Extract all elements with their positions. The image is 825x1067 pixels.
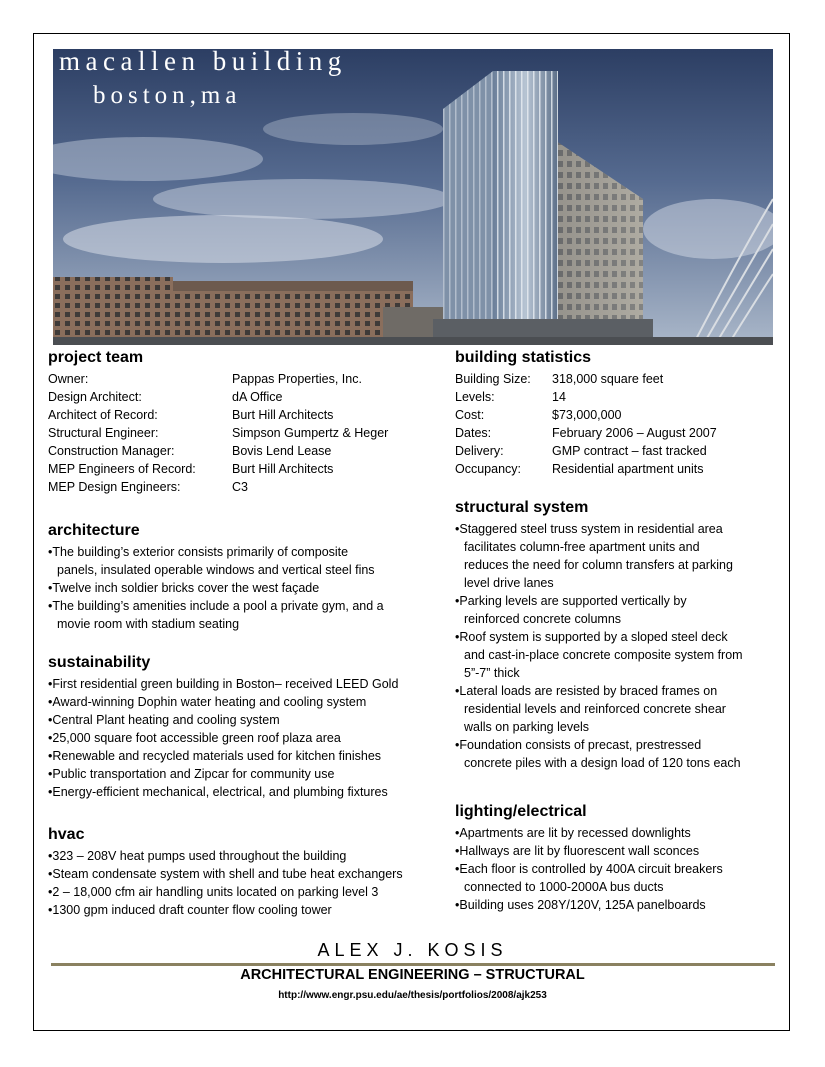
stat-value: Residential apartment units <box>552 462 704 476</box>
bullet-item: • 25,000 square foot accessible green roof plaza area <box>48 729 398 747</box>
team-value: dA Office <box>232 390 283 404</box>
bullet-line: reinforced concrete columns <box>464 612 622 626</box>
bullet-line: Each floor is controlled by 400A circuit breakers <box>459 862 723 876</box>
stat-label: Building Size: <box>455 372 531 386</box>
project-team-section <box>48 349 388 496</box>
architecture-heading: architecture <box>48 522 140 539</box>
team-row <box>48 424 388 442</box>
team-row <box>48 370 388 388</box>
team-label: Construction Manager: <box>48 444 175 458</box>
bullet-item <box>48 543 384 579</box>
team-row <box>48 388 388 406</box>
team-row <box>48 460 388 478</box>
stat-label: Cost: <box>455 408 485 422</box>
bullet-item: • 2 – 18,000 cfm air handling units located on parking level 3 <box>48 883 403 901</box>
stat-row <box>455 370 717 388</box>
bullet-item: • 323 – 208V heat pumps used throughout the building <box>48 847 403 865</box>
team-label: Architect of Record: <box>48 408 158 422</box>
project-team-heading: project team <box>48 349 144 366</box>
team-row <box>48 478 388 496</box>
bullet-item <box>455 628 743 682</box>
stat-value: GMP contract – fast tracked <box>552 444 707 458</box>
bullet-line: and cast-in-place concrete composite system from <box>464 648 743 662</box>
bullet-line: concrete piles with a design load of 120 tons each <box>464 756 741 770</box>
sustainability-section <box>48 654 398 801</box>
footer-divider <box>51 963 775 966</box>
department-title: ARCHITECTURAL ENGINEERING – STRUCTURAL <box>240 967 585 983</box>
bullet-item <box>455 824 723 842</box>
team-value: Bovis Lend Lease <box>232 444 332 458</box>
bullet-line: The building’s exterior consists primarily of composite <box>52 545 349 559</box>
bullet-item <box>455 682 743 736</box>
bullet-line: Apartments are lit by recessed downlights <box>459 826 691 840</box>
bullet-item: • Steam condensate system with shell and tube heat exchangers <box>48 865 403 883</box>
building-photo <box>53 49 773 345</box>
bullet-line: connected to 1000-2000A bus ducts <box>464 880 664 894</box>
bullet-item: • 1300 gpm induced draft counter flow cooling tower <box>48 901 403 919</box>
team-label: Design Architect: <box>48 390 142 404</box>
portfolio-url[interactable]: http://www.engr.psu.edu/ae/thesis/portfolios/2008/ajk253 <box>278 990 547 1001</box>
bullet-line: Twelve inch soldier bricks cover the west façade <box>52 581 320 595</box>
bullet-line: reduces the need for column transfers at parking <box>464 558 733 572</box>
team-value: Burt Hill Architects <box>232 462 334 476</box>
bullet-item <box>455 520 743 592</box>
bullet-item <box>48 597 384 633</box>
bullet-line: panels, insulated operable windows and vertical steel fins <box>57 563 375 577</box>
bullet-item: • Public transportation and Zipcar for community use <box>48 765 398 783</box>
stat-label: Delivery: <box>455 444 504 458</box>
bullet-item <box>455 736 743 772</box>
team-row <box>48 442 388 460</box>
team-label: Structural Engineer: <box>48 426 159 440</box>
bullet-line: Staggered steel truss system in residential area <box>459 522 723 536</box>
stat-row <box>455 406 717 424</box>
team-label: Owner: <box>48 372 89 386</box>
bullet-line: level drive lanes <box>464 576 554 590</box>
bullet-item: • Award-winning Dophin water heating and cooling system <box>48 693 398 711</box>
bullet-item <box>455 592 743 628</box>
stat-row <box>455 424 717 442</box>
author-name: ALEX J. KOSIS <box>317 940 508 960</box>
stat-label: Occupancy: <box>455 462 522 476</box>
bullet-item <box>48 579 384 597</box>
bullet-item <box>455 842 723 860</box>
stat-label: Levels: <box>455 390 495 404</box>
bullet-item <box>455 896 723 914</box>
architecture-section <box>48 522 384 633</box>
bullet-line: Foundation consists of precast, prestressed <box>459 738 702 752</box>
stat-value: 318,000 square feet <box>552 372 664 386</box>
bullet-item: • Central Plant heating and cooling system <box>48 711 398 729</box>
stat-row <box>455 442 717 460</box>
structural-system-section <box>455 499 743 772</box>
stat-row <box>455 460 717 478</box>
stat-value: February 2006 – August 2007 <box>552 426 717 440</box>
hvac-heading: hvac <box>48 826 85 843</box>
stat-row <box>455 388 717 406</box>
hero-title: macallen building <box>59 49 347 76</box>
bullet-line: movie room with stadium seating <box>57 617 240 631</box>
bullet-line: Roof system is supported by a sloped steel deck <box>459 630 728 644</box>
hero-subtitle: boston,ma <box>93 82 242 109</box>
bullet-line: The building’s amenities include a pool a private gym, and a <box>52 599 384 613</box>
stat-label: Dates: <box>455 426 492 440</box>
hvac-section <box>48 826 403 919</box>
bullet-item: • First residential green building in Boston– received LEED Gold <box>48 675 398 693</box>
team-value: Burt Hill Architects <box>232 408 334 422</box>
bullet-line: 5”-7” thick <box>464 666 520 680</box>
lighting-electrical-heading: lighting/electrical <box>455 803 587 820</box>
team-value: Simpson Gumpertz & Heger <box>232 426 389 440</box>
bullet-line: facilitates column-free apartment units and <box>464 540 700 554</box>
sustainability-heading: sustainability <box>48 654 151 671</box>
bullet-item: • Energy-efficient mechanical, electrical, and plumbing fixtures <box>48 783 398 801</box>
team-label: MEP Design Engineers: <box>48 480 181 494</box>
bullet-line: Lateral loads are resisted by braced frames on <box>459 684 718 698</box>
team-value: C3 <box>232 480 248 494</box>
bullet-line: Parking levels are supported vertically by <box>459 594 687 608</box>
bullet-item: • Renewable and recycled materials used for kitchen finishes <box>48 747 398 765</box>
building-statistics-section <box>455 349 717 478</box>
stat-value: 14 <box>552 390 566 404</box>
team-row <box>48 406 388 424</box>
team-label: MEP Engineers of Record: <box>48 462 196 476</box>
structural-system-heading: structural system <box>455 499 589 516</box>
stat-value: $73,000,000 <box>552 408 622 422</box>
bullet-line: Hallways are lit by fluorescent wall sconces <box>459 844 700 858</box>
building-statistics-heading: building statistics <box>455 349 592 366</box>
bullet-line: residential levels and reinforced concrete shear <box>464 702 726 716</box>
team-value: Pappas Properties, Inc. <box>232 372 362 386</box>
bullet-line: walls on parking levels <box>464 720 590 734</box>
lighting-electrical-section <box>455 803 723 914</box>
bullet-line: Building uses 208Y/120V, 125A panelboards <box>459 898 706 912</box>
bullet-item <box>455 860 723 896</box>
